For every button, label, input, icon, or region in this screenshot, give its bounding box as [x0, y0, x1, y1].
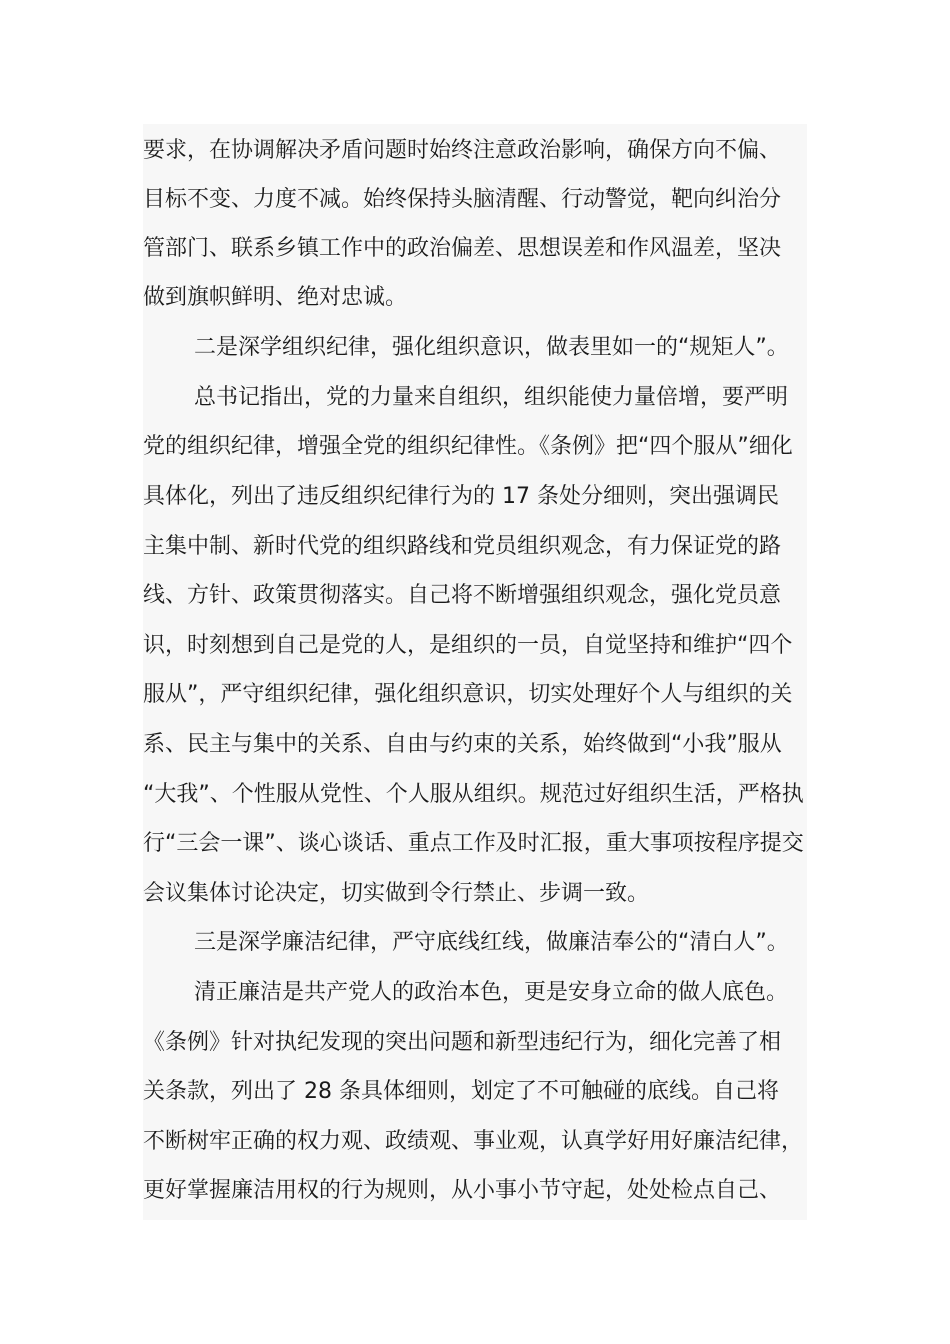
body-line: 做到旗帜鲜明、绝对忠诚。	[143, 285, 408, 310]
body-line: 线、方针、政策贯彻落实。自己将不断增强组织观念，强化党员意	[143, 583, 782, 608]
body-line: 总书记指出，党的力量来自组织，组织能使力量倍增，要严明	[194, 385, 789, 410]
body-line: 要求，在协调解决矛盾问题时始终注意政治影响，确保方向不偏、	[143, 138, 782, 163]
body-line: 目标不变、力度不减。始终保持头脑清醒、行动警觉，靶向纠治分	[143, 187, 782, 212]
body-line: 党的组织纪律，增强全党的组织纪律性。《条例》把“四个服从”细化	[143, 434, 793, 459]
body-line: 《条例》针对执纪发现的突出问题和新型违纪行为，细化完善了相	[143, 1030, 782, 1055]
body-line: “大我”、个性服从党性、个人服从组织。规范过好组织生活，严格执	[143, 782, 804, 807]
body-line: 行“三会一课”、谈心谈话、重点工作及时汇报，重大事项按程序提交	[143, 831, 804, 856]
section-heading-2: 二是深学组织纪律，强化组织意识，做表里如一的“规矩人”。	[194, 335, 789, 360]
body-line: 不断树牢正确的权力观、政绩观、事业观，认真学好用好廉洁纪律，	[143, 1129, 804, 1154]
body-line: 更好掌握廉洁用权的行为规则，从小事小节守起，处处检点自己、	[143, 1178, 782, 1203]
body-line: 系、民主与集中的关系、自由与约束的关系，始终做到“小我”服从	[143, 732, 782, 757]
body-line: 清正廉洁是共产党人的政治本色，更是安身立命的做人底色。	[194, 980, 789, 1005]
body-line: 服从”，严守组织纪律，强化组织意识，切实处理好个人与组织的关	[143, 682, 793, 707]
body-line: 管部门、联系乡镇工作中的政治偏差、思想误差和作风温差，坚决	[143, 236, 782, 261]
body-line: 具体化，列出了违反组织纪律行为的 17 条处分细则，突出强调民	[143, 484, 779, 509]
body-line: 识，时刻想到自己是党的人，是组织的一员，自觉坚持和维护“四个	[143, 633, 793, 658]
body-line: 会议集体讨论决定，切实做到令行禁止、步调一致。	[143, 881, 650, 906]
body-line: 主集中制、新时代党的组织路线和党员组织观念，有力保证党的路	[143, 534, 782, 559]
body-line: 关条款，列出了 28 条具体细则，划定了不可触碰的底线。自己将	[143, 1079, 779, 1104]
section-heading-3: 三是深学廉洁纪律，严守底线红线，做廉洁奉公的“清白人”。	[194, 930, 789, 955]
